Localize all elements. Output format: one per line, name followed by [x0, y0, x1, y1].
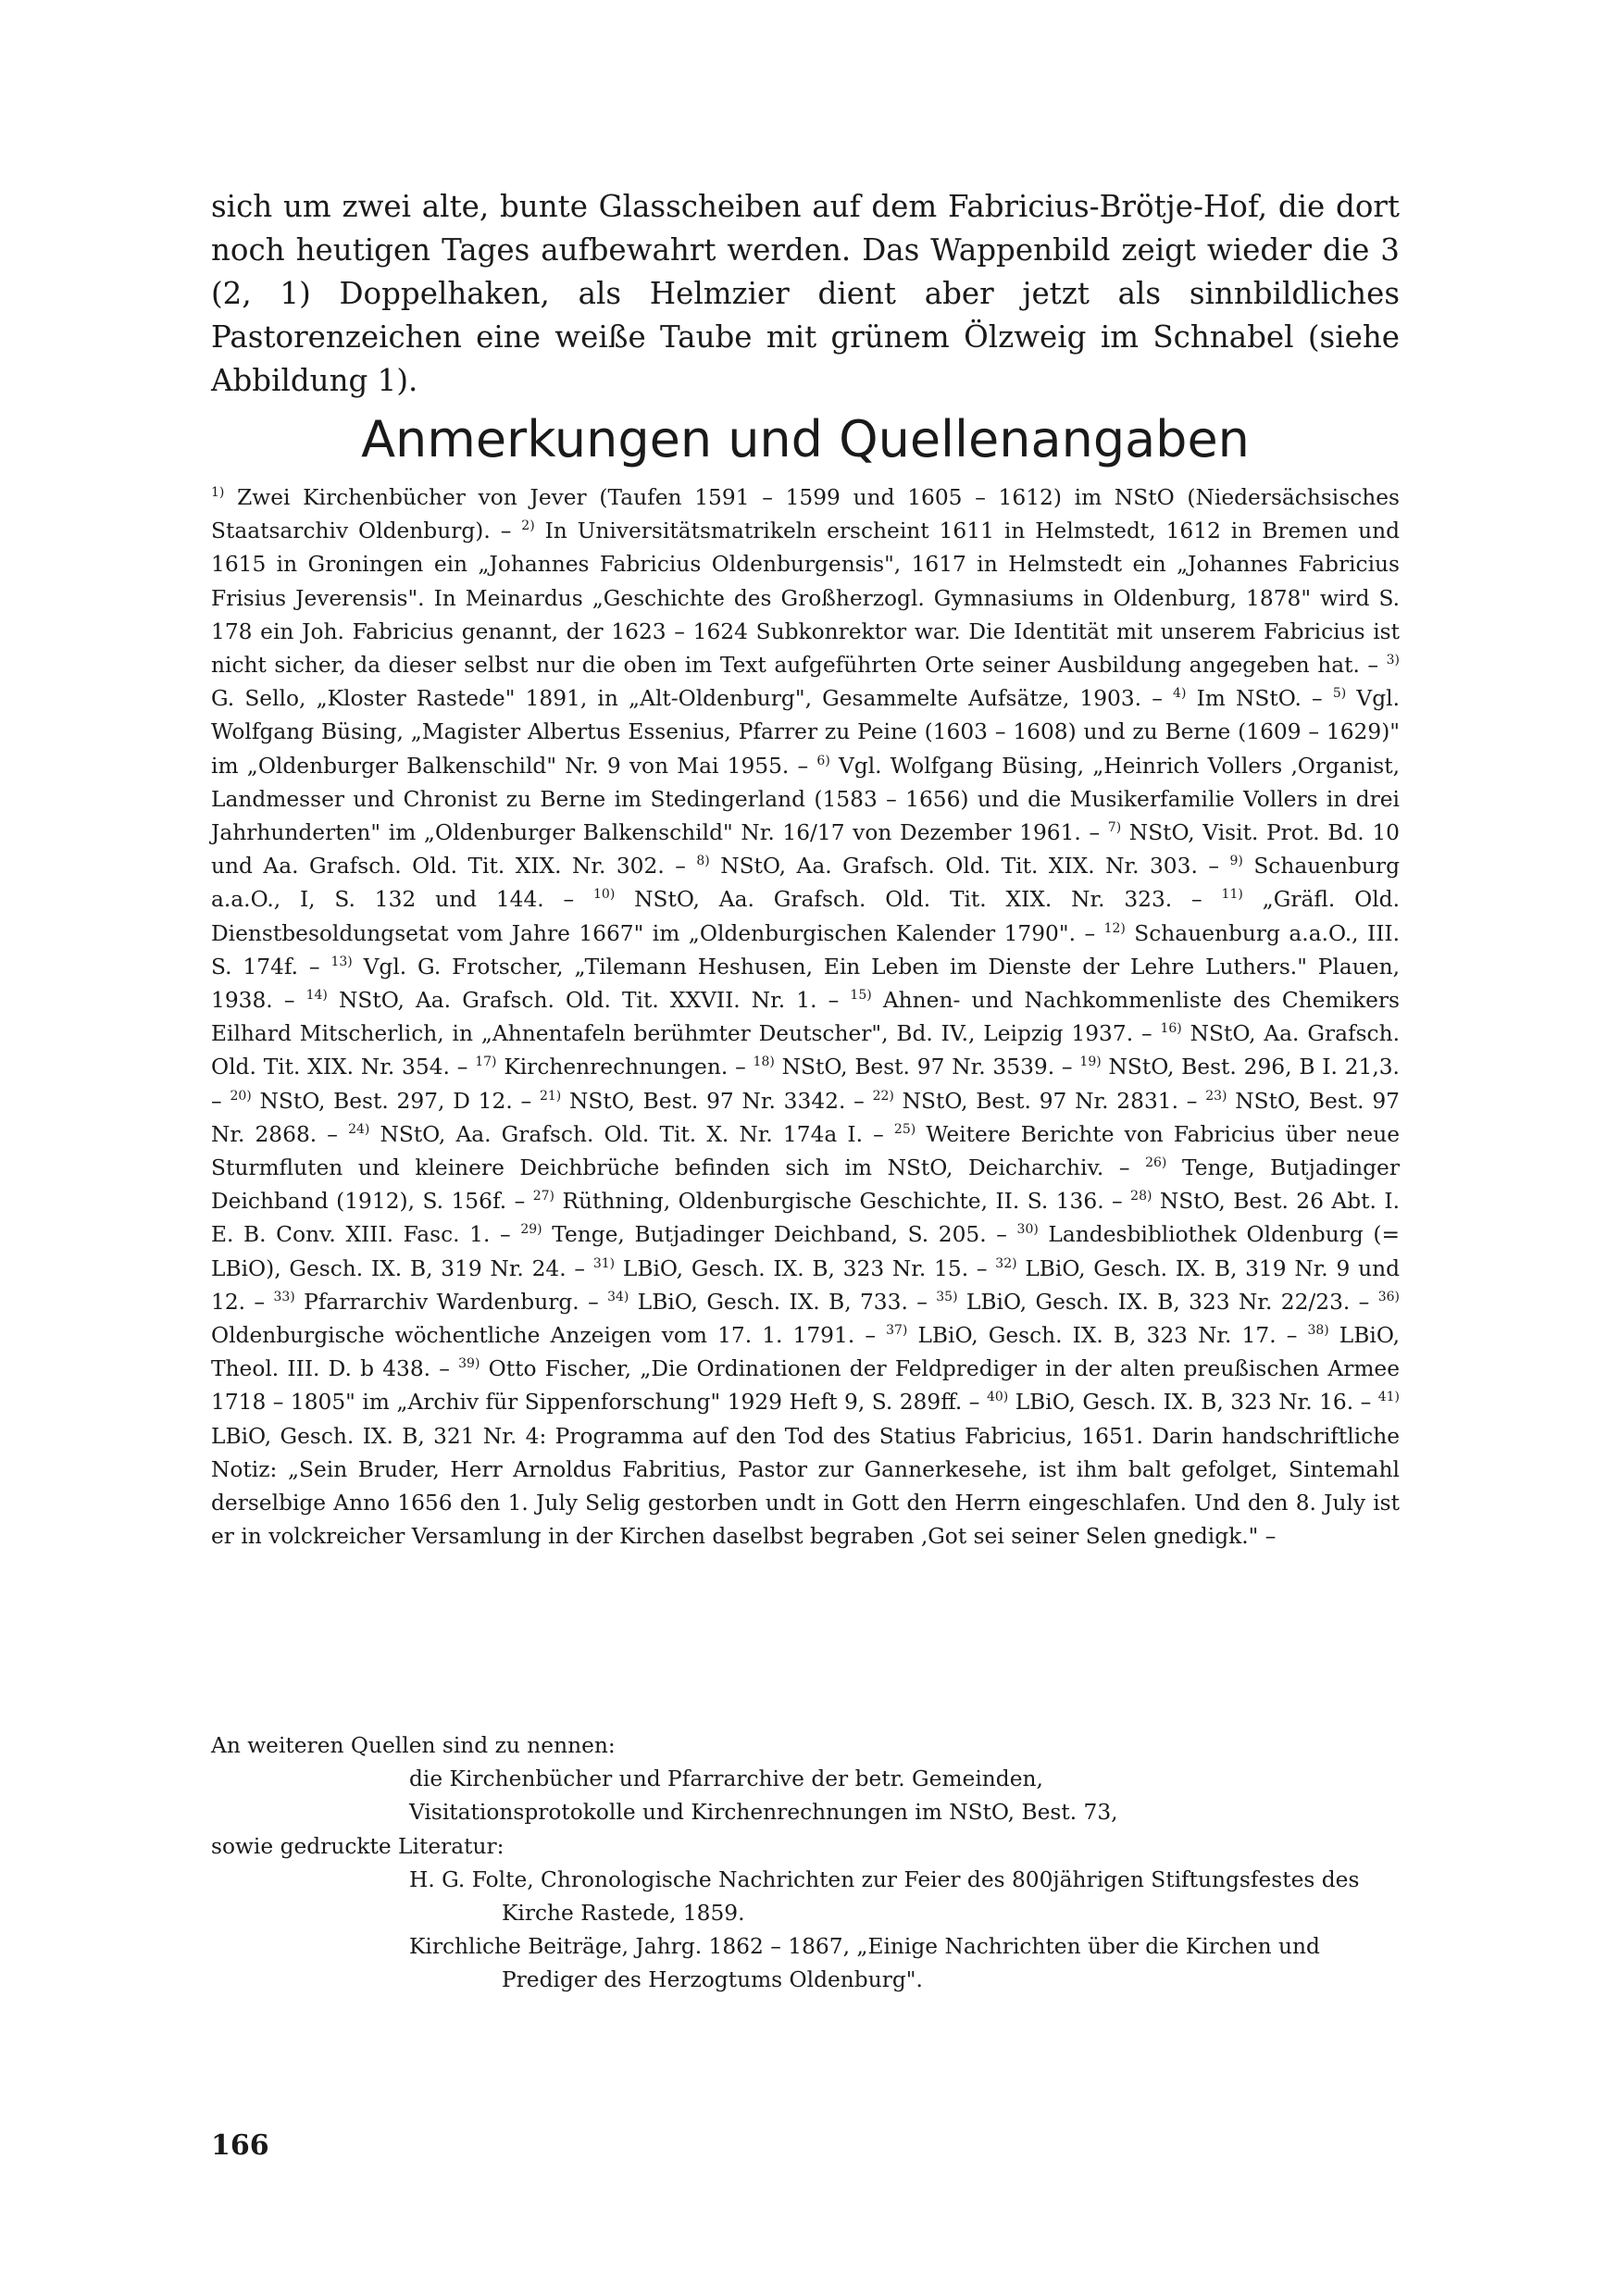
footnote-number: 27): [532, 1189, 554, 1204]
footnote-8: [696, 854, 1229, 879]
footnote-4: [1173, 686, 1333, 711]
source-item: die Kirchenbücher und Pfarrarchive der betr. Gemeinden,: [409, 1766, 1043, 1792]
footnote-text: Tenge, Butjadinger Deichband (1912), S. 156f. –: [211, 1155, 1400, 1215]
footnote-35: [936, 1290, 1377, 1315]
footnote-24: [348, 1122, 894, 1147]
footnote-number: 7): [1107, 820, 1122, 836]
footnote-text: LBiO, Gesch. IX. B, 321 Nr. 4: Programma auf den Tod des Statius Fabricius, 1651. Darin handschriftliche Notiz: „Sein Bruder, Herr Arnoldus Fabritius, Pastor zur Gannerkesehe, ist ihm balt gefolget, Sintemahl derselbige Anno 1656 den 1. July Selig gestorben undt in Gott den Herrn eingeschlafen. Und den 8. July ist er in volckreicher Versamlung in der Kirchen daselbst begraben ‚Got sei seiner Selen gnedigk." –: [211, 1423, 1400, 1550]
footnote-27: [533, 1189, 1130, 1214]
section-heading: Anmerkungen und Quellenangaben: [361, 410, 1250, 468]
footnote-text: NStO, Visit. Prot. Bd. 10 und Aa. Grafsch. Old. Tit. XIX. Nr. 302. –: [211, 820, 1400, 880]
footnote-number: 9): [1229, 854, 1243, 869]
footnote-number: 31): [592, 1255, 616, 1271]
footnote-number: 24): [348, 1122, 370, 1138]
footnote-text: Vgl. Wolfgang Büsing, „Magister Albertus Essenius, Pfarrer zu Peine (1603 – 1608) und zu Berne (1609 – 1629)" im „Oldenburger Balkenschild" Nr. 9 von Mai 1955. –: [211, 686, 1400, 779]
footnote-text: In Universitätsmatrikeln erscheint 1611 in Helmstedt, 1612 in Bremen und 1615 in Groningen ein „Johannes Fabricius Oldenburgensis", 1617 in Helmstedt ein „Johannes Fabricius Frisius Jeverensis". In Meinardus „Geschichte des Großherzogl. Gymnasiums in Oldenburg, 1878" wird S. 178 ein Joh. Fabricius genannt, der 1623 – 1624 Subkonrektor war. Die Identität mit unserem Fabricius ist nicht sicher, da dieser selbst nur die oben im Text aufgeführten Orte seiner Ausbildung angegeben hat. –: [211, 518, 1400, 679]
footnote-number: 4): [1173, 686, 1187, 702]
footnote-number: 41): [1377, 1390, 1400, 1405]
footnote-text: Oldenburgische wöchentliche Anzeigen vom 17. 1. 1791. –: [211, 1323, 887, 1349]
footnote-text: NStO, Best. 26 Abt. I. E. B. Conv. XIII. Fasc. 1. –: [211, 1189, 1400, 1248]
footnote-number: 39): [458, 1356, 480, 1372]
footnote-number: 12): [1103, 920, 1126, 936]
footnote-number: 32): [995, 1255, 1017, 1271]
footnote-22: [873, 1089, 1206, 1114]
footnote-number: 38): [1307, 1323, 1329, 1339]
footnote-text: NStO, Best. 97 Nr. 3539. –: [774, 1054, 1080, 1080]
footnote-text: Landesbibliothek Oldenburg (= LBiO), Gesch. IX. B, 319 Nr. 24. –: [211, 1222, 1401, 1281]
footnote-text: Zwei Kirchenbücher von Jever (Taufen 1591 – 1599 und 1605 – 1612) im NStO (Niedersächsisches Staatsarchiv Oldenburg). –: [211, 485, 1400, 544]
sources-block: [211, 1729, 1400, 1998]
footnote-number: 10): [593, 887, 616, 903]
footnote-number: 29): [520, 1222, 542, 1238]
footnote-number: 25): [893, 1122, 916, 1138]
footnote-number: 19): [1079, 1054, 1102, 1070]
footnote-text: Ahnen- und Nachkommenliste des Chemikers Eilhard Mitscherlich, in „Ahnentafeln berühmter Deutscher", Bd. IV., Leipzig 1937. –: [211, 988, 1400, 1047]
footnote-37: [886, 1323, 1307, 1348]
footnote-number: 14): [305, 988, 328, 1004]
footnote-number: 11): [1221, 887, 1243, 903]
footnote-text: LBiO, Gesch. IX. B, 733. –: [629, 1289, 937, 1315]
sources-intro: An weiteren Quellen sind zu nennen:: [211, 1733, 616, 1758]
footnote-21: [540, 1089, 873, 1114]
footnote-text: Kirchenrechnungen. –: [496, 1054, 754, 1080]
footnote-number: 2): [521, 518, 535, 534]
footnote-number: 3): [1386, 653, 1400, 668]
footnote-number: 23): [1205, 1088, 1227, 1104]
footnote-number: 30): [1016, 1222, 1039, 1238]
footnote-text: Rüthning, Oldenburgische Geschichte, II. S. 136. –: [554, 1189, 1131, 1215]
footnote-number: 5): [1332, 686, 1347, 702]
footnote-number: 26): [1145, 1155, 1167, 1171]
footnote-number: 16): [1160, 1021, 1182, 1037]
footnote-40: [987, 1390, 1378, 1415]
footnote-20: [230, 1089, 540, 1114]
footnote-number: 37): [886, 1323, 908, 1339]
footnote-31: [593, 1256, 995, 1281]
footnote-10: [593, 887, 1222, 912]
footnote-text: Vgl. Wolfgang Büsing, „Heinrich Vollers ‚Organist, Landmesser und Chronist zu Berne im Stedingerland (1583 – 1656) und die Musikerfamilie Vollers in drei Jahrhunderten" im „Oldenburger Balkenschild" Nr. 16/17 von Dezember 1961. –: [211, 753, 1401, 846]
footnote-text: NStO, Aa. Grafsch. Old. Tit. XIX. Nr. 303. –: [709, 854, 1230, 880]
footnote-number: 6): [816, 753, 830, 768]
footnotes-block: [211, 481, 1400, 1554]
footnote-number: 22): [872, 1088, 894, 1104]
footnote-text: LBiO, Gesch. IX. B, 323 Nr. 16. –: [1008, 1390, 1378, 1416]
footnote-text: Otto Fischer, „Die Ordinationen der Feldprediger in der alten preußischen Armee 1718 – 1805" im „Archiv für Sippenforschung" 1929 Heft 9, S. 289ff. –: [211, 1356, 1400, 1416]
footnote-text: G. Sello, „Kloster Rastede" 1891, in „Alt-Oldenburg", Gesammelte Aufsätze, 1903. –: [211, 686, 1174, 712]
footnote-text: Tenge, Butjadinger Deichband, S. 205. –: [542, 1222, 1017, 1248]
footnote-number: 17): [475, 1054, 497, 1070]
footnote-text: NStO, Aa. Grafsch. Old. Tit. X. Nr. 174a I. –: [369, 1121, 894, 1147]
footnote-29: [520, 1222, 1016, 1247]
page-number: 166: [211, 2129, 269, 2162]
literature-item: Kirchliche Beiträge, Jahrg. 1862 – 1867, „Einige Nachrichten über die Kirchen und Prediger des Herzogtums Oldenburg".: [409, 1934, 1320, 1993]
footnote-number: 28): [1130, 1189, 1152, 1204]
footnote-number: 40): [986, 1390, 1009, 1405]
footnote-text: LBiO, Theol. III. D. b 438. –: [211, 1323, 1400, 1382]
footnote-text: LBiO, Gesch. IX. B, 323 Nr. 22/23. –: [957, 1289, 1378, 1315]
footnote-text: „Gräfl. Old. Dienstbesoldungsetat vom Jahre 1667" im „Oldenburgischen Kalender 1790". –: [211, 887, 1400, 946]
intro-paragraph: sich um zwei alte, bunte Glasscheiben auf dem Fabricius-Brötje-Hof, die dort noch heutigen Tages aufbewahrt werden. Das Wappenbild zeigt wieder die 3 (2, 1) Doppelhaken, als Helmzier dient aber jetzt als sinnbildliches Pastorenzeichen eine weiße Taube mit grünem Ölzweig im Schnabel (siehe Abbildung 1).: [211, 189, 1400, 398]
footnote-number: 36): [1377, 1290, 1400, 1305]
footnote-text: Vgl. G. Frotscher, „Tilemann Heshusen, Ein Leben im Dienste der Lehre Luthers." Plauen, 1938. –: [211, 954, 1400, 1014]
footnote-number: 1): [211, 485, 225, 501]
footnote-text: NStO, Best. 97 Nr. 3342. –: [561, 1088, 873, 1114]
footnote-text: Im NStO. –: [1186, 686, 1333, 712]
footnote-number: 8): [696, 854, 710, 869]
footnote-text: Weitere Berichte von Fabricius über neue Sturmfluten und kleinere Deichbrüche befinden sich im NStO, Deicharchiv. –: [211, 1121, 1400, 1181]
footnote-text: Schauenburg a.a.O., III. S. 174f. –: [211, 920, 1401, 980]
footnote-text: NStO, Aa. Grafsch. Old. Tit. XIX. Nr. 323. –: [615, 887, 1222, 913]
footnote-number: 18): [753, 1054, 775, 1070]
literature-item: H. G. Folte, Chronologische Nachrichten zur Feier des 800jährigen Stiftungsfestes des Kirche Rastede, 1859.: [409, 1866, 1360, 1927]
footnote-text: LBiO, Gesch. IX. B, 323 Nr. 17. –: [907, 1323, 1308, 1349]
footnote-33: [273, 1290, 607, 1315]
footnote-text: LBiO, Gesch. IX. B, 323 Nr. 15. –: [615, 1255, 996, 1281]
footnote-14: [306, 988, 851, 1013]
footnote-text: NStO, Best. 297, D 12. –: [251, 1088, 540, 1114]
footnote-text: NStO, Best. 97 Nr. 2868. –: [211, 1088, 1400, 1147]
footnote-text: Schauenburg a.a.O., I, S. 132 und 144. –: [211, 854, 1400, 913]
footnote-number: 20): [230, 1088, 252, 1104]
source-item: Visitationsprotokolle und Kirchenrechnungen im NStO, Best. 73,: [409, 1800, 1118, 1826]
footnote-number: 34): [607, 1290, 629, 1305]
literature-intro: sowie gedruckte Literatur:: [211, 1833, 505, 1859]
footnote-17: [475, 1054, 753, 1079]
footnote-text: LBiO, Gesch. IX. B, 319 Nr. 9 und 12. –: [211, 1255, 1400, 1315]
footnote-number: 13): [330, 955, 353, 970]
footnote-number: 33): [273, 1290, 295, 1305]
footnote-number: 15): [850, 988, 872, 1004]
footnote-text: NStO, Aa. Grafsch. Old. Tit. XIX. Nr. 354. –: [211, 1021, 1400, 1080]
footnote-34: [607, 1290, 936, 1315]
footnote-number: 35): [936, 1290, 958, 1305]
footnote-number: 21): [539, 1088, 562, 1104]
footnote-text: Pfarrarchiv Wardenburg. –: [294, 1289, 608, 1315]
footnote-text: NStO, Best. 296, B I. 21,3. –: [211, 1054, 1400, 1114]
footnote-18: [754, 1054, 1080, 1079]
footnote-text: NStO, Aa. Grafsch. Old. Tit. XXVII. Nr. 1. –: [327, 988, 851, 1014]
footnote-text: NStO, Best. 97 Nr. 2831. –: [893, 1088, 1206, 1114]
